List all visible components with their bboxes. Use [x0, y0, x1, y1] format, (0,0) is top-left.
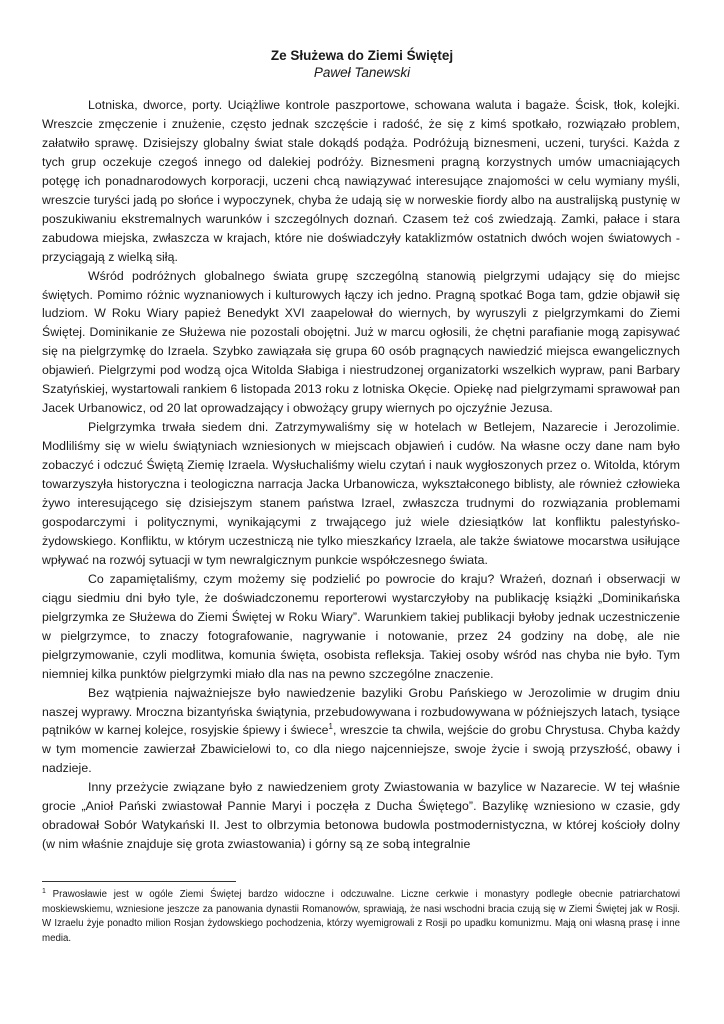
paragraph-5-text-end: , wreszcie ta chwila, wejście do grobu Chrystusa. Chyba każdy w tym momencie zawierzał Zbawicielowi to, co dla niego najcenniejsze, swoje życie i swoją przyszłość, obawy i nadzieje. [42, 723, 680, 776]
paragraph-3: Pielgrzymka trwała siedem dni. Zatrzymywaliśmy się w hotelach w Betlejem, Nazarecie i Jerozolimie. Modliliśmy się w wielu świątyniach wzniesionych w miejscach objawień i cudów. Na własne oczy dane nam było zobaczyć i odczuć Świętą Ziemię Izraela. Wysłuchaliśmy wielu czytań i nauk wygłoszonych przez o. Witolda, którym towarzyszyła historyczna i teologiczna narracja Jacka Urbanowicza, wykształconego biblisty, ale również człowieka żywo interesującego się dzisiejszym stanem państwa Izrael, zwłaszcza trudnymi do rozwiązania problemami gospodarczymi i politycznymi, wynikającymi z trwającego już wiele dziesiątków lat konfliktu palestyńsko-żydowskiego. Konfliktu, w którym uczestniczą nie tylko mieszkańcy Izraela, ale także światowe mocarstwa usiłujące wpływać na rozwój sytuacji w tym newralgicznym punkcie współczesnego świata. [42, 420, 680, 567]
article-body [42, 96, 680, 854]
paragraph-4: Co zapamiętaliśmy, czym możemy się podzielić po powrocie do kraju? Wrażeń, doznań i obserwacji w ciągu siedmiu dni było tyle, że doświadczonemu reporterowi wystarczyłoby na publikację książki „Dominikańska pielgrzymka ze Służewa do Ziemi Świętej w Roku Wiary”. Warunkiem takiej publikacji byłoby jednak uczestniczenie w pielgrzymce, to znaczy fotografowanie, nagrywanie i notowanie, przez 24 godziny na dobę, ale nie pielgrzymowanie, czyli modlitwa, komunia święta, osobista refleksja. Takiej osoby wśród nas chyba nie było. Tym niemniej kilka punktów pielgrzymki miało dla nas na pewno szczególne znaczenie. [42, 571, 680, 681]
footnote-text: Prawosławie jest w ogóle Ziemi Świętej bardzo widoczne i odczuwalne. Liczne cerkwie i monastyry podległe obecnie patriarchatowi moskiewskiemu, wzniesione jeszcze za panowania dynastii Romanowów, sprawiają, że nasi wschodni bracia czują się w Ziemi Świętej jak w Rosji. W Izraelu żyje ponadto milion Rosjan żydowskiego pochodzenia, którzy wyemigrowali z Rosji po upadku komunizmu. Mają oni własną prasę i inne media. [42, 889, 680, 944]
document-title: Ze Służewa do Ziemi Świętej [270, 48, 454, 63]
footnote-marker: 1 [42, 887, 46, 895]
paragraph-2: Wśród podróżnych globalnego świata grupę szczególną stanowią pielgrzymi udający się do miejsc świętych. Pomimo różnic wyznaniowych i kulturowych łączy ich jedno. Pragną spotkać Boga tam, gdzie objawił się ludziom. W Roku Wiary papież Benedykt XVI zaapelował do wiernych, by wyruszyli z pielgrzymkami do Ziemi Świętej. Dominikanie ze Służewa nie pozostali obojętni. Już w marcu ogłosili, że chętni parafianie mogą zapisywać się na pielgrzymkę do Izraela. Szybko zawiązała się grupa 60 osób pragnących nawiedzić miejsca ewangelicznych objawień. Pielgrzymi pod wodzą ojca Witolda Słabiga i niestrudzonej organizatorki wszelkich wypraw, pani Barbary Szatyńskiej, wystartowali rankiem 6 listopada 2013 roku z lotniska Okęcie. Opiekę nad pielgrzymami sprawował pan Jacek Urbanowicz, od 20 lat oprowadzający i obwożący grupy wiernych po ojczyźnie Jezusa. [42, 268, 680, 416]
footnote-separator [42, 881, 236, 882]
footnote [42, 888, 680, 946]
paragraph-5 [42, 684, 680, 779]
paragraph-1: Lotniska, dworce, porty. Uciążliwe kontrole paszportowe, schowana waluta i bagaże. Ścisk, tłok, kolejki. Wreszcie zmęczenie i znużenie, często jednak szczęście i radość, że się z kimś spotkało, rozwiązało problem, załatwiło sprawę. Dzisiejszy globalny świat stale dokądś podąża. Podróżują biznesmeni, uczeni, turyści. Każda z tych grup oczekuje czegoś innego od dalekiej podróży. Biznesmeni pragną korzystnych umów umacniających potęgę ich ponadnarodowych korporacji, uczeni chcą nawiązywać interesujące znajomości w celu wymiany myśli, wreszcie turyści jadą po słońce i wypoczynek, chyba że udają się w norweskie fiordy albo na australijską pustynię w poszukiwaniu ekstremalnych warunków i szczególnych doznań. Czasem też coś zwiedzają. Zamki, pałace i stara zabudowa miejska, zwłaszcza w krajach, które nie doświadczyły kataklizmów ostatnich dwóch wojen światowych - przyciągają z wielką siłą. [42, 98, 680, 264]
paragraph-5-text-start: Bez wątpienia najważniejsze było nawiedzenie bazyliki Grobu Pańskiego w Jerozolimie w drugim dniu naszej wyprawy. Mroczna bizantyńska świątynia, przebudowywana i rozbudowywana w późniejszych latach, tysiące pątników w karnej kolejce, rosyjskie śpiewy i świece [42, 685, 680, 738]
document-author: Paweł Tanewski [313, 65, 411, 80]
paragraph-6: Inny przeżycie związane było z nawiedzeniem groty Zwiastowania w bazylice w Nazarecie. W tej właśnie grocie „Anioł Pański zwiastował Pannie Maryi i poczęła z Ducha Świętego”. Bazylikę wzniesiono w czasie, gdy obradował Sobór Watykański II. Jest to olbrzymia betonowa budowla postmodernistyczna, w której kościoły dolny (w nim właśnie znajduje się grota zwiastowania) i górny są ze sobą integralnie [42, 780, 680, 852]
footnote-reference[interactable]: 1 [328, 722, 334, 732]
